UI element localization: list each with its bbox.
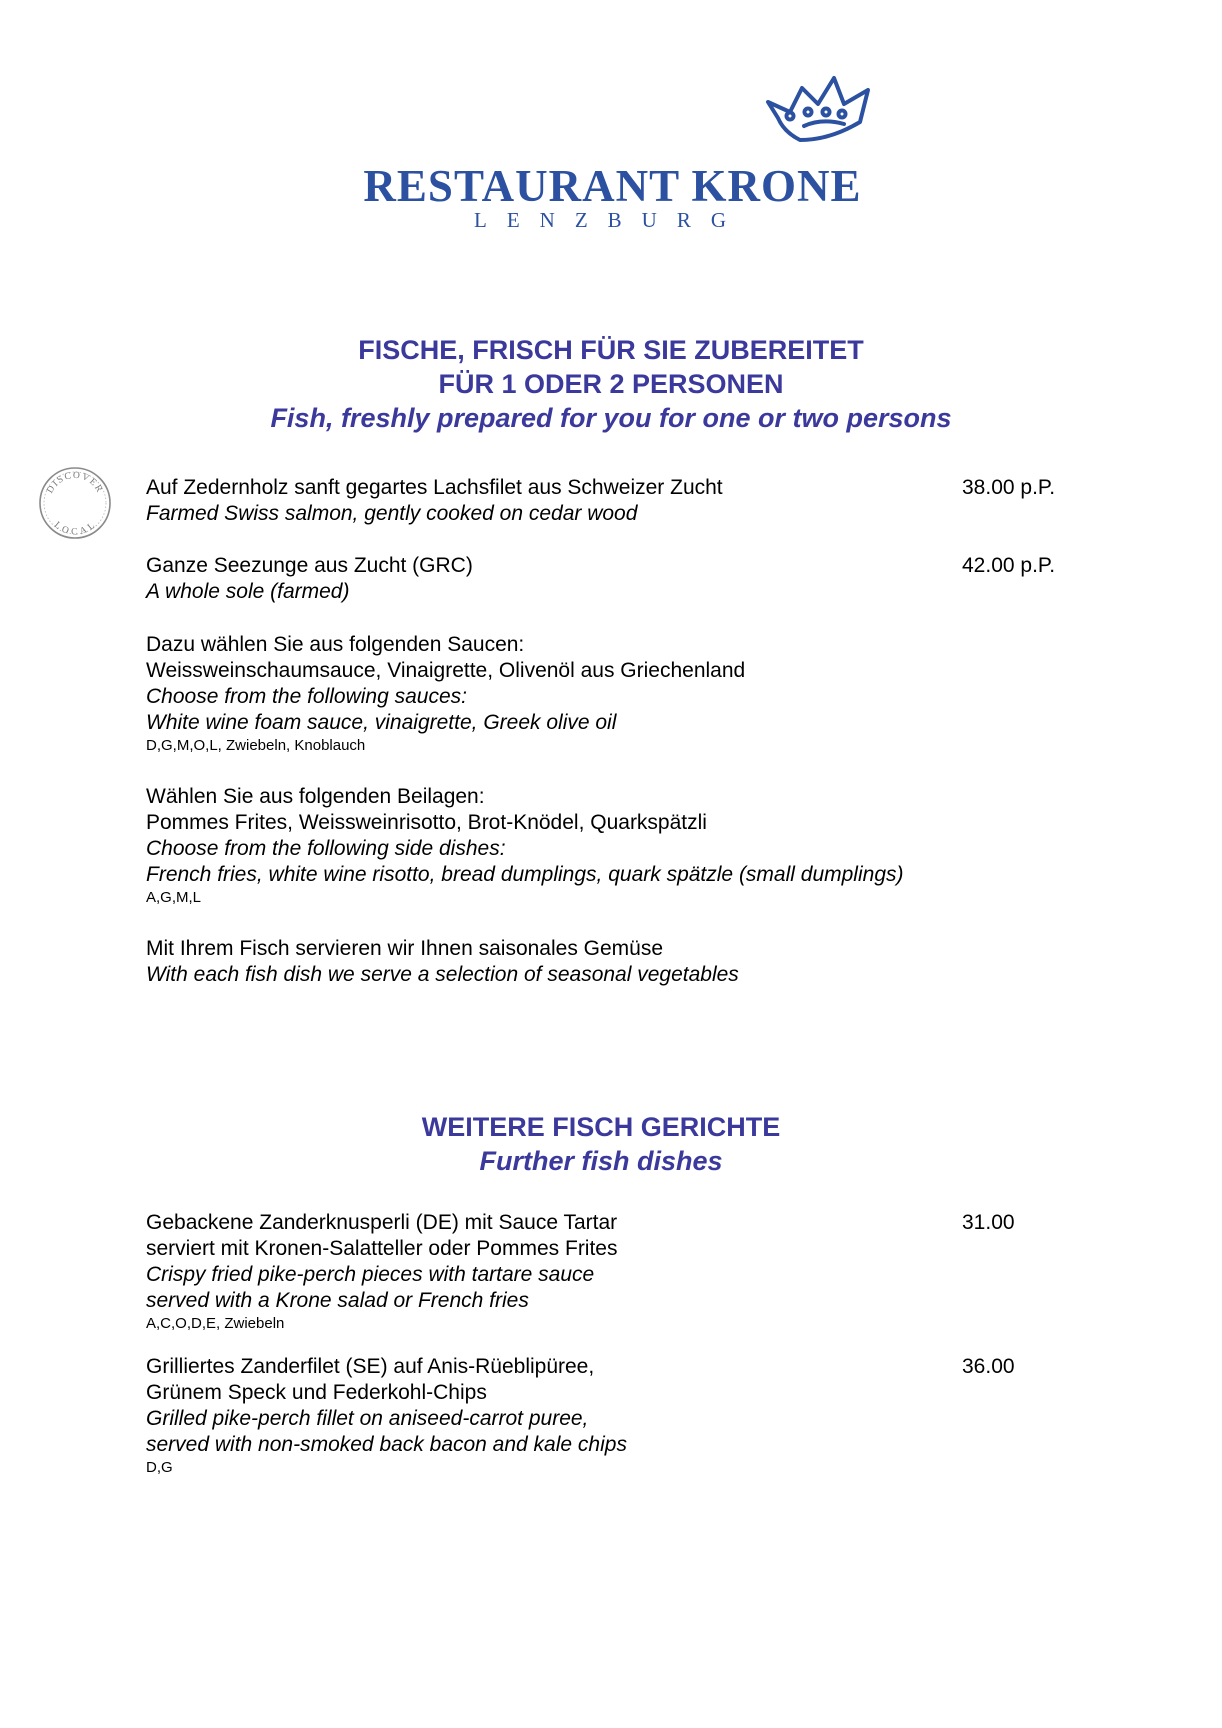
price-pike-perch-grilled: 36.00 bbox=[962, 1355, 1015, 1378]
sides-list-en: French fries, white wine risotto, bread dumplings, quark spätzle (small dumplings) bbox=[146, 863, 904, 886]
logo-title: RESTAURANT KRONE bbox=[363, 161, 862, 211]
heading-de-line2: FÜR 1 ODER 2 PERSONEN bbox=[438, 369, 784, 399]
stamp-text-bottom: LOCAL bbox=[51, 520, 99, 538]
sauce-allergens: D,G,M,O,L, Zwiebeln, Knoblauch bbox=[146, 737, 366, 754]
vegetables-en: With each fish dish we serve a selection of seasonal vegetables bbox=[146, 963, 739, 986]
side-dish-options bbox=[146, 784, 1046, 908]
logo-subtitle: LENZBURG bbox=[474, 208, 746, 232]
section-heading-further-fish bbox=[0, 1110, 1212, 1178]
crown-icon bbox=[760, 70, 875, 150]
price-pike-perch-crispy: 31.00 bbox=[962, 1211, 1015, 1234]
vegetables-de: Mit Ihrem Fisch servieren wir Ihnen saisonales Gemüse bbox=[146, 937, 664, 960]
svg-text:LOCAL bbox=[52, 520, 98, 537]
sauce-options bbox=[146, 632, 1046, 756]
item-name-en: A whole sole (farmed) bbox=[146, 580, 350, 603]
item-name-de: Auf Zedernholz sanft gegartes Lachsfilet aus Schweizer Zucht bbox=[146, 476, 723, 499]
heading2-en: Further fish dishes bbox=[479, 1146, 723, 1176]
item-name-de: Ganze Seezunge aus Zucht (GRC) bbox=[146, 554, 473, 577]
item-desc-en: served with a Krone salad or French fries bbox=[146, 1289, 529, 1312]
sides-intro-de: Wählen Sie aus folgenden Beilagen: bbox=[146, 785, 485, 808]
item-name-de: Grilliertes Zanderfilet (SE) auf Anis-Rüeblipüree, bbox=[146, 1355, 595, 1378]
sides-allergens: A,G,M,L bbox=[146, 889, 202, 906]
sides-list-de: Pommes Frites, Weissweinrisotto, Brot-Knödel, Quarkspätzli bbox=[146, 811, 707, 834]
sauce-list-de: Weissweinschaumsauce, Vinaigrette, Olivenöl aus Griechenland bbox=[146, 659, 746, 682]
heading2-de: WEITERE FISCH GERICHTE bbox=[421, 1112, 781, 1142]
price-sole: 42.00 p.P. bbox=[962, 554, 1056, 577]
item-name-en: Farmed Swiss salmon, gently cooked on cedar wood bbox=[146, 502, 638, 525]
heading-en: Fish, freshly prepared for you for one or two persons bbox=[270, 403, 952, 433]
item-allergens: A,C,O,D,E, Zwiebeln bbox=[146, 1315, 285, 1332]
item-name-en: Grilled pike-perch fillet on aniseed-carrot puree, bbox=[146, 1407, 589, 1430]
menu-item-salmon bbox=[146, 475, 1046, 527]
menu-item-pike-perch-crispy bbox=[146, 1210, 1046, 1334]
item-name-en: Crispy fried pike-perch pieces with tartare sauce bbox=[146, 1263, 595, 1286]
vegetables-note bbox=[146, 936, 1046, 988]
item-desc-de: Grünem Speck und Federkohl-Chips bbox=[146, 1381, 487, 1404]
price-salmon: 38.00 p.P. bbox=[962, 476, 1056, 499]
sauce-list-en: White wine foam sauce, vinaigrette, Greek olive oil bbox=[146, 711, 617, 734]
menu-item-sole bbox=[146, 553, 1046, 605]
heading-de-line1: FISCHE, FRISCH FÜR SIE ZUBEREITET bbox=[358, 335, 864, 365]
item-desc-de: serviert mit Kronen-Salatteller oder Pommes Frites bbox=[146, 1237, 618, 1260]
sauce-intro-de: Dazu wählen Sie aus folgenden Saucen: bbox=[146, 633, 525, 656]
item-desc-en: served with non-smoked back bacon and kale chips bbox=[146, 1433, 627, 1456]
stamp-text-top: DISCOVER bbox=[45, 470, 105, 496]
restaurant-logo bbox=[340, 70, 885, 240]
sides-intro-en: Choose from the following side dishes: bbox=[146, 837, 506, 860]
item-name-de: Gebackene Zanderknusperli (DE) mit Sauce Tartar bbox=[146, 1211, 618, 1234]
discover-local-stamp-icon bbox=[38, 466, 112, 540]
item-allergens: D,G bbox=[146, 1459, 173, 1476]
sauce-intro-en: Choose from the following sauces: bbox=[146, 685, 467, 708]
section-heading-fresh-fish bbox=[0, 333, 1222, 435]
menu-item-pike-perch-grilled bbox=[146, 1354, 1046, 1478]
